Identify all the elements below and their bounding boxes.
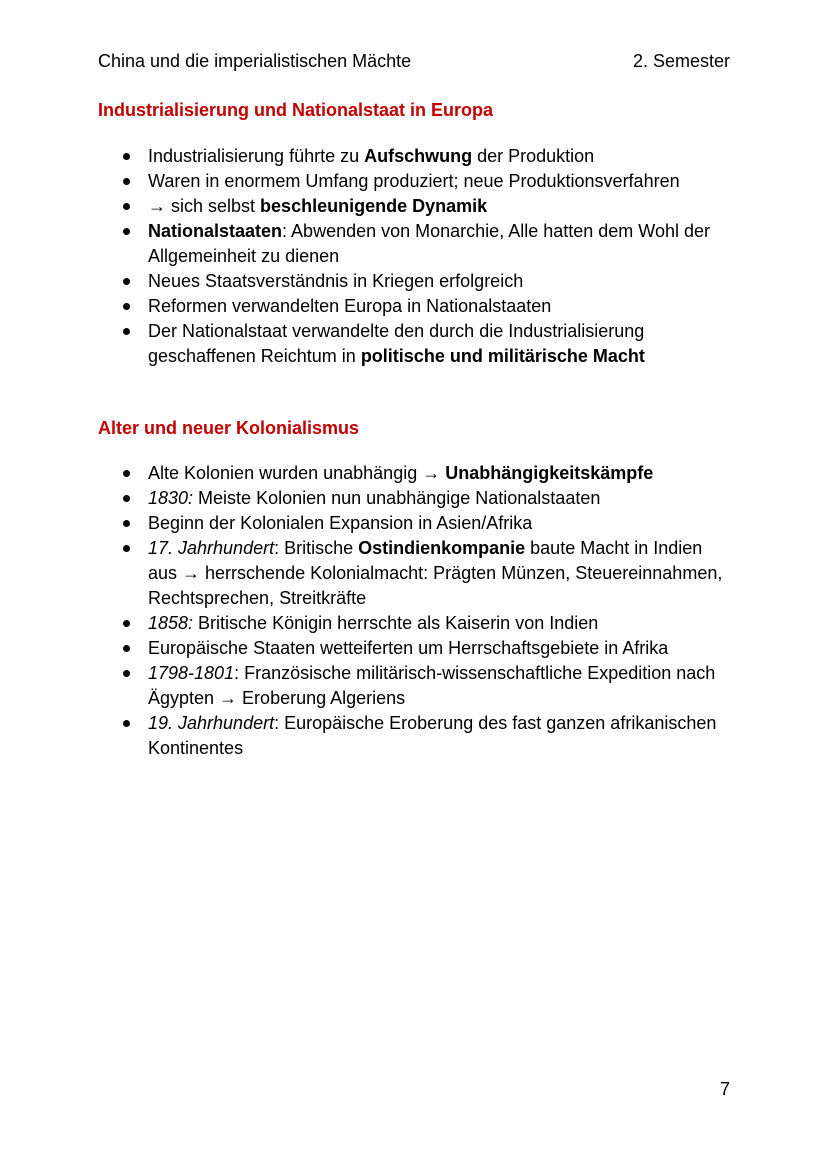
list-item: Neues Staatsverständnis in Kriegen erfolgreich <box>98 269 730 294</box>
bullet-icon <box>123 203 130 210</box>
page-number: 7 <box>719 1079 730 1099</box>
section-heading-industrialisierung: Industrialisierung und Nationalstaat in Europa <box>98 100 494 120</box>
list-item: Industrialisierung führte zu Aufschwung der Produktion <box>98 144 730 169</box>
bullet-icon <box>123 178 130 185</box>
bullet-icon <box>123 495 130 502</box>
list-item: Der Nationalstaat verwandelte den durch die Industrialisierung geschaffenen Reichtum in politische und militärische Macht <box>98 319 730 369</box>
list-item: Alte Kolonien wurden unabhängig → Unabhängigkeitskämpfe <box>98 461 730 486</box>
list-item: Europäische Staaten wetteiferten um Herrschaftsgebiete in Afrika <box>98 636 730 661</box>
document-title: China und die imperialistischen Mächte <box>98 51 412 71</box>
list-item: → sich selbst beschleunigende Dynamik <box>98 194 730 219</box>
list-item: Beginn der Kolonialen Expansion in Asien/Afrika <box>98 511 730 536</box>
list-item: 17. Jahrhundert: Britische Ostindienkompanie baute Macht in Indien aus → herrschende Kolonialmacht: Prägten Münzen, Steuereinnahmen, Rechtsprechen, Streitkräfte <box>98 536 730 611</box>
list-item: Nationalstaaten: Abwenden von Monarchie, Alle hatten dem Wohl der Allgemeinheit zu dienen <box>98 219 730 269</box>
page-header <box>98 50 730 72</box>
section-heading-kolonialismus: Alter und neuer Kolonialismus <box>98 418 360 438</box>
document-page <box>98 0 730 1171</box>
list-item: 1830: Meiste Kolonien nun unabhängige Nationalstaaten <box>98 486 730 511</box>
list-item: Waren in enormem Umfang produziert; neue Produktionsverfahren <box>98 169 730 194</box>
list-item: Reformen verwandelten Europa in Nationalstaaten <box>98 294 730 319</box>
bullet-icon <box>123 153 130 160</box>
bullet-icon <box>123 620 130 627</box>
bullet-icon <box>123 645 130 652</box>
bullet-icon <box>123 670 130 677</box>
list-item: 1798-1801: Französische militärisch-wissenschaftliche Expedition nach Ägypten → Eroberung Algeriens <box>98 661 730 711</box>
bullet-icon <box>123 278 130 285</box>
bullet-icon <box>123 228 130 235</box>
bullet-icon <box>123 720 130 727</box>
bullet-icon <box>123 303 130 310</box>
semester-label: 2. Semester <box>632 51 730 71</box>
bullet-list-kolonialismus <box>98 461 730 761</box>
bullet-icon <box>123 470 130 477</box>
bullet-icon <box>123 545 130 552</box>
list-item: 19. Jahrhundert: Europäische Eroberung des fast ganzen afrikanischen Kontinentes <box>98 711 730 761</box>
list-item: 1858: Britische Königin herrschte als Kaiserin von Indien <box>98 611 730 636</box>
bullet-list-industrialisierung <box>98 144 730 369</box>
bullet-icon <box>123 328 130 335</box>
bullet-icon <box>123 520 130 527</box>
